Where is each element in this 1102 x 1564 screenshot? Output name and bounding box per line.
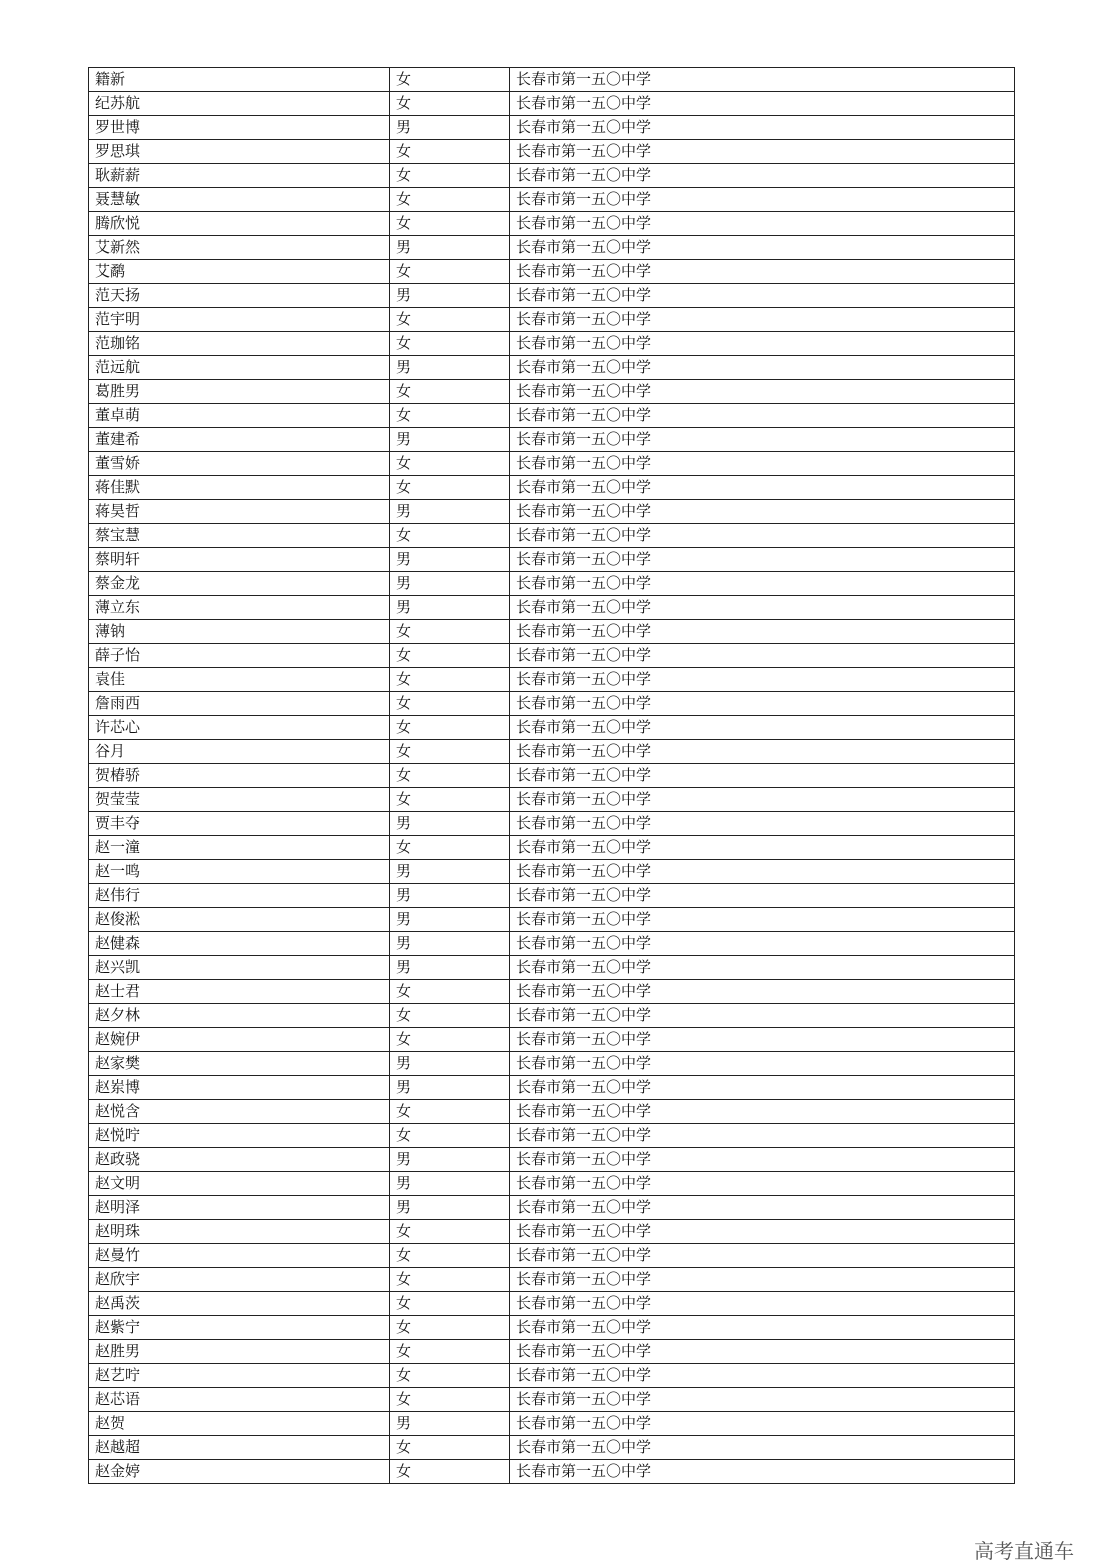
table-row xyxy=(89,116,1015,140)
student-gender: 女 xyxy=(390,68,510,92)
table-row xyxy=(89,1004,1015,1028)
student-name: 赵曼竹 xyxy=(89,1244,390,1268)
student-school: 长春市第一五〇中学 xyxy=(510,1148,1015,1172)
student-name: 赵悦含 xyxy=(89,1100,390,1124)
student-school: 长春市第一五〇中学 xyxy=(510,116,1015,140)
student-name: 薄钠 xyxy=(89,620,390,644)
student-name: 范天扬 xyxy=(89,284,390,308)
student-school: 长春市第一五〇中学 xyxy=(510,716,1015,740)
student-gender: 女 xyxy=(390,1220,510,1244)
table-row xyxy=(89,1196,1015,1220)
student-school: 长春市第一五〇中学 xyxy=(510,188,1015,212)
table-row xyxy=(89,140,1015,164)
student-gender: 女 xyxy=(390,692,510,716)
table-row xyxy=(89,1052,1015,1076)
student-name: 范宇明 xyxy=(89,308,390,332)
student-gender: 男 xyxy=(390,356,510,380)
student-name: 赵岽博 xyxy=(89,1076,390,1100)
student-school: 长春市第一五〇中学 xyxy=(510,1196,1015,1220)
student-gender: 女 xyxy=(390,404,510,428)
student-school: 长春市第一五〇中学 xyxy=(510,1100,1015,1124)
student-gender: 女 xyxy=(390,1244,510,1268)
student-gender: 男 xyxy=(390,500,510,524)
student-gender: 男 xyxy=(390,572,510,596)
student-school: 长春市第一五〇中学 xyxy=(510,1172,1015,1196)
student-name: 葛胜男 xyxy=(89,380,390,404)
student-school: 长春市第一五〇中学 xyxy=(510,1340,1015,1364)
table-row xyxy=(89,524,1015,548)
student-name: 袁佳 xyxy=(89,668,390,692)
student-gender: 女 xyxy=(390,380,510,404)
table-row xyxy=(89,164,1015,188)
student-gender: 女 xyxy=(390,1028,510,1052)
table-row xyxy=(89,716,1015,740)
table-row xyxy=(89,1172,1015,1196)
table-row xyxy=(89,452,1015,476)
student-school: 长春市第一五〇中学 xyxy=(510,164,1015,188)
student-school: 长春市第一五〇中学 xyxy=(510,1028,1015,1052)
student-name: 赵一潼 xyxy=(89,836,390,860)
student-school: 长春市第一五〇中学 xyxy=(510,1364,1015,1388)
table-row xyxy=(89,596,1015,620)
student-school: 长春市第一五〇中学 xyxy=(510,236,1015,260)
student-gender: 女 xyxy=(390,1364,510,1388)
student-name: 赵伟行 xyxy=(89,884,390,908)
student-school: 长春市第一五〇中学 xyxy=(510,1436,1015,1460)
student-school: 长春市第一五〇中学 xyxy=(510,1292,1015,1316)
student-school: 长春市第一五〇中学 xyxy=(510,668,1015,692)
student-gender: 女 xyxy=(390,1316,510,1340)
student-name: 赵婉伊 xyxy=(89,1028,390,1052)
table-row xyxy=(89,1100,1015,1124)
student-school: 长春市第一五〇中学 xyxy=(510,260,1015,284)
student-school: 长春市第一五〇中学 xyxy=(510,548,1015,572)
student-gender: 男 xyxy=(390,1052,510,1076)
student-gender: 女 xyxy=(390,668,510,692)
student-name: 蔡金龙 xyxy=(89,572,390,596)
table-row xyxy=(89,884,1015,908)
student-gender: 男 xyxy=(390,884,510,908)
table-row xyxy=(89,1388,1015,1412)
student-name: 贺莹莹 xyxy=(89,788,390,812)
student-name: 赵贺 xyxy=(89,1412,390,1436)
student-school: 长春市第一五〇中学 xyxy=(510,140,1015,164)
student-school: 长春市第一五〇中学 xyxy=(510,1412,1015,1436)
student-school: 长春市第一五〇中学 xyxy=(510,884,1015,908)
student-school: 长春市第一五〇中学 xyxy=(510,956,1015,980)
student-name: 赵欣宇 xyxy=(89,1268,390,1292)
student-school: 长春市第一五〇中学 xyxy=(510,740,1015,764)
student-name: 蒋佳默 xyxy=(89,476,390,500)
table-row xyxy=(89,812,1015,836)
student-name: 贺椿骄 xyxy=(89,764,390,788)
table-row xyxy=(89,1028,1015,1052)
student-school: 长春市第一五〇中学 xyxy=(510,860,1015,884)
table-row xyxy=(89,668,1015,692)
student-gender: 男 xyxy=(390,812,510,836)
table-row xyxy=(89,548,1015,572)
student-name: 赵士君 xyxy=(89,980,390,1004)
student-school: 长春市第一五〇中学 xyxy=(510,596,1015,620)
student-gender: 男 xyxy=(390,932,510,956)
student-name: 耿薪薪 xyxy=(89,164,390,188)
student-name: 董建希 xyxy=(89,428,390,452)
student-name: 纪苏航 xyxy=(89,92,390,116)
table-row xyxy=(89,380,1015,404)
student-school: 长春市第一五〇中学 xyxy=(510,1124,1015,1148)
student-gender: 女 xyxy=(390,716,510,740)
student-gender: 女 xyxy=(390,188,510,212)
student-name: 聂慧敏 xyxy=(89,188,390,212)
student-school: 长春市第一五〇中学 xyxy=(510,1268,1015,1292)
student-school: 长春市第一五〇中学 xyxy=(510,308,1015,332)
student-gender: 男 xyxy=(390,1412,510,1436)
table-row xyxy=(89,1460,1015,1484)
table-row xyxy=(89,1076,1015,1100)
student-gender: 女 xyxy=(390,1268,510,1292)
student-gender: 男 xyxy=(390,860,510,884)
student-name: 赵明泽 xyxy=(89,1196,390,1220)
student-gender: 女 xyxy=(390,1004,510,1028)
student-gender: 女 xyxy=(390,1292,510,1316)
student-gender: 女 xyxy=(390,764,510,788)
table-row xyxy=(89,212,1015,236)
student-school: 长春市第一五〇中学 xyxy=(510,404,1015,428)
student-name: 许芯心 xyxy=(89,716,390,740)
student-gender: 女 xyxy=(390,980,510,1004)
student-gender: 男 xyxy=(390,908,510,932)
student-gender: 女 xyxy=(390,1436,510,1460)
table-row xyxy=(89,1268,1015,1292)
roster-body xyxy=(89,68,1015,1484)
student-school: 长春市第一五〇中学 xyxy=(510,692,1015,716)
student-school: 长春市第一五〇中学 xyxy=(510,212,1015,236)
table-row xyxy=(89,764,1015,788)
table-row xyxy=(89,1124,1015,1148)
student-name: 艾鹬 xyxy=(89,260,390,284)
student-name: 赵一鸣 xyxy=(89,860,390,884)
table-row xyxy=(89,932,1015,956)
student-name: 赵明珠 xyxy=(89,1220,390,1244)
table-row xyxy=(89,1148,1015,1172)
student-name: 籍新 xyxy=(89,68,390,92)
student-school: 长春市第一五〇中学 xyxy=(510,92,1015,116)
student-gender: 女 xyxy=(390,452,510,476)
student-gender: 男 xyxy=(390,548,510,572)
student-school: 长春市第一五〇中学 xyxy=(510,572,1015,596)
student-school: 长春市第一五〇中学 xyxy=(510,764,1015,788)
student-gender: 男 xyxy=(390,1172,510,1196)
student-name: 赵健森 xyxy=(89,932,390,956)
student-school: 长春市第一五〇中学 xyxy=(510,644,1015,668)
table-row xyxy=(89,980,1015,1004)
student-gender: 男 xyxy=(390,956,510,980)
student-gender: 男 xyxy=(390,1196,510,1220)
student-gender: 男 xyxy=(390,428,510,452)
student-name: 赵胜男 xyxy=(89,1340,390,1364)
student-school: 长春市第一五〇中学 xyxy=(510,332,1015,356)
student-gender: 女 xyxy=(390,524,510,548)
student-gender: 女 xyxy=(390,644,510,668)
table-row xyxy=(89,1316,1015,1340)
student-school: 长春市第一五〇中学 xyxy=(510,836,1015,860)
student-school: 长春市第一五〇中学 xyxy=(510,1076,1015,1100)
student-school: 长春市第一五〇中学 xyxy=(510,68,1015,92)
student-gender: 女 xyxy=(390,260,510,284)
student-school: 长春市第一五〇中学 xyxy=(510,428,1015,452)
student-gender: 女 xyxy=(390,476,510,500)
table-row xyxy=(89,1436,1015,1460)
student-gender: 女 xyxy=(390,92,510,116)
student-name: 谷月 xyxy=(89,740,390,764)
table-row xyxy=(89,500,1015,524)
student-name: 范珈铭 xyxy=(89,332,390,356)
student-gender: 女 xyxy=(390,164,510,188)
student-school: 长春市第一五〇中学 xyxy=(510,1244,1015,1268)
student-school: 长春市第一五〇中学 xyxy=(510,1004,1015,1028)
student-name: 赵家樊 xyxy=(89,1052,390,1076)
student-name: 詹雨西 xyxy=(89,692,390,716)
roster-table xyxy=(88,67,1015,1484)
student-school: 长春市第一五〇中学 xyxy=(510,524,1015,548)
student-school: 长春市第一五〇中学 xyxy=(510,1460,1015,1484)
student-name: 赵紫宁 xyxy=(89,1316,390,1340)
student-name: 赵悦咛 xyxy=(89,1124,390,1148)
table-row xyxy=(89,1364,1015,1388)
student-school: 长春市第一五〇中学 xyxy=(510,620,1015,644)
student-gender: 女 xyxy=(390,140,510,164)
student-name: 赵兴凯 xyxy=(89,956,390,980)
student-gender: 女 xyxy=(390,836,510,860)
student-name: 腾欣悦 xyxy=(89,212,390,236)
student-name: 赵芯语 xyxy=(89,1388,390,1412)
table-row xyxy=(89,620,1015,644)
table-row xyxy=(89,404,1015,428)
student-school: 长春市第一五〇中学 xyxy=(510,1220,1015,1244)
table-row xyxy=(89,356,1015,380)
student-school: 长春市第一五〇中学 xyxy=(510,284,1015,308)
student-name: 贾丰夺 xyxy=(89,812,390,836)
student-name: 董雪娇 xyxy=(89,452,390,476)
student-name: 赵夕林 xyxy=(89,1004,390,1028)
table-row xyxy=(89,332,1015,356)
student-gender: 女 xyxy=(390,1388,510,1412)
student-name: 赵文明 xyxy=(89,1172,390,1196)
student-gender: 男 xyxy=(390,116,510,140)
table-row xyxy=(89,956,1015,980)
student-gender: 女 xyxy=(390,1460,510,1484)
student-gender: 女 xyxy=(390,1340,510,1364)
table-row xyxy=(89,1220,1015,1244)
student-gender: 女 xyxy=(390,308,510,332)
student-gender: 女 xyxy=(390,332,510,356)
table-row xyxy=(89,476,1015,500)
student-gender: 女 xyxy=(390,1100,510,1124)
student-gender: 女 xyxy=(390,620,510,644)
student-school: 长春市第一五〇中学 xyxy=(510,788,1015,812)
student-name: 蒋昊哲 xyxy=(89,500,390,524)
student-name: 蔡宝慧 xyxy=(89,524,390,548)
student-school: 长春市第一五〇中学 xyxy=(510,476,1015,500)
table-row xyxy=(89,644,1015,668)
student-name: 罗思琪 xyxy=(89,140,390,164)
student-gender: 男 xyxy=(390,1076,510,1100)
table-row xyxy=(89,788,1015,812)
student-school: 长春市第一五〇中学 xyxy=(510,500,1015,524)
student-gender: 女 xyxy=(390,1124,510,1148)
table-row xyxy=(89,860,1015,884)
student-gender: 男 xyxy=(390,236,510,260)
student-school: 长春市第一五〇中学 xyxy=(510,812,1015,836)
table-row xyxy=(89,692,1015,716)
student-gender: 男 xyxy=(390,1148,510,1172)
table-row xyxy=(89,188,1015,212)
table-row xyxy=(89,1292,1015,1316)
table-row xyxy=(89,908,1015,932)
student-gender: 女 xyxy=(390,212,510,236)
table-row xyxy=(89,260,1015,284)
student-school: 长春市第一五〇中学 xyxy=(510,932,1015,956)
student-gender: 男 xyxy=(390,284,510,308)
student-name: 蔡明轩 xyxy=(89,548,390,572)
watermark: 高考直通车 xyxy=(974,1539,1074,1563)
student-gender: 女 xyxy=(390,788,510,812)
table-row xyxy=(89,740,1015,764)
student-name: 赵禹茨 xyxy=(89,1292,390,1316)
student-name: 赵艺咛 xyxy=(89,1364,390,1388)
student-school: 长春市第一五〇中学 xyxy=(510,908,1015,932)
table-row xyxy=(89,68,1015,92)
student-school: 长春市第一五〇中学 xyxy=(510,356,1015,380)
student-gender: 女 xyxy=(390,740,510,764)
student-name: 赵金婷 xyxy=(89,1460,390,1484)
table-row xyxy=(89,1244,1015,1268)
table-row xyxy=(89,836,1015,860)
student-name: 罗世博 xyxy=(89,116,390,140)
student-name: 薛子怡 xyxy=(89,644,390,668)
table-row xyxy=(89,572,1015,596)
table-row xyxy=(89,284,1015,308)
student-name: 艾新然 xyxy=(89,236,390,260)
student-school: 长春市第一五〇中学 xyxy=(510,1052,1015,1076)
student-gender: 男 xyxy=(390,596,510,620)
student-name: 赵俊淞 xyxy=(89,908,390,932)
table-row xyxy=(89,308,1015,332)
table-row xyxy=(89,1340,1015,1364)
student-name: 赵政骁 xyxy=(89,1148,390,1172)
table-row xyxy=(89,1412,1015,1436)
table-row xyxy=(89,236,1015,260)
table-row xyxy=(89,428,1015,452)
table-row xyxy=(89,92,1015,116)
student-school: 长春市第一五〇中学 xyxy=(510,452,1015,476)
student-name: 范远航 xyxy=(89,356,390,380)
student-school: 长春市第一五〇中学 xyxy=(510,980,1015,1004)
student-name: 赵越超 xyxy=(89,1436,390,1460)
student-school: 长春市第一五〇中学 xyxy=(510,380,1015,404)
student-school: 长春市第一五〇中学 xyxy=(510,1388,1015,1412)
student-school: 长春市第一五〇中学 xyxy=(510,1316,1015,1340)
student-name: 董卓萌 xyxy=(89,404,390,428)
student-name: 薄立东 xyxy=(89,596,390,620)
